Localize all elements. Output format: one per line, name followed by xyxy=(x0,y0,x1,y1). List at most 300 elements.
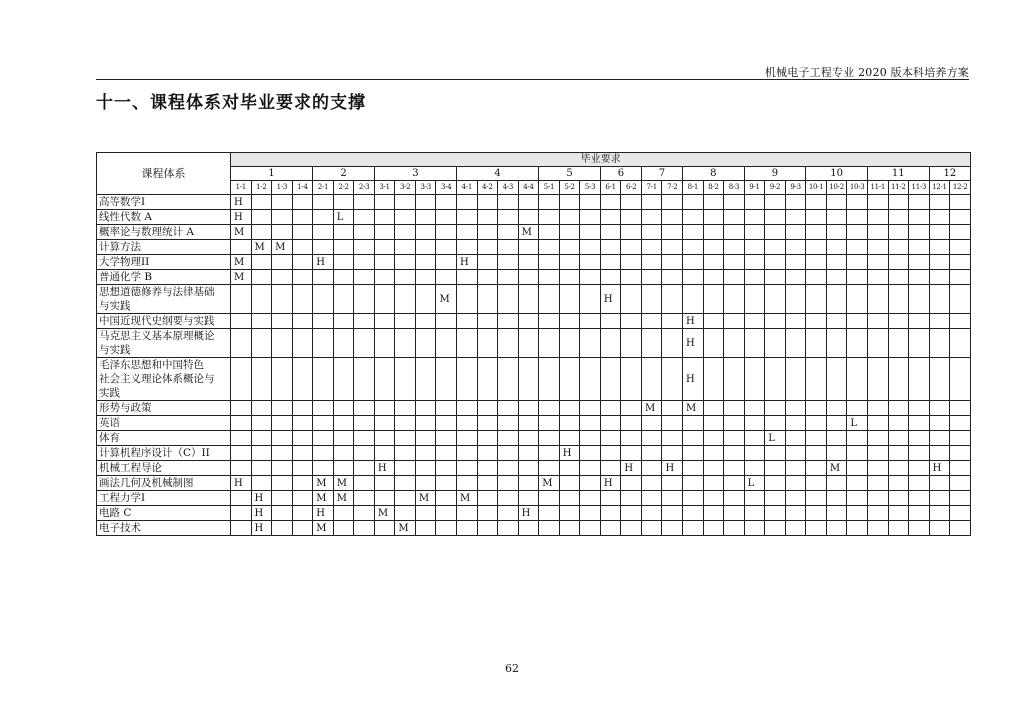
support-level-cell xyxy=(724,401,745,416)
support-level-cell xyxy=(847,314,868,329)
support-level-cell xyxy=(415,358,436,401)
support-level-cell xyxy=(909,446,930,461)
support-level-cell xyxy=(785,521,806,536)
support-level-cell xyxy=(826,270,847,285)
support-level-cell xyxy=(457,521,478,536)
support-level-cell xyxy=(498,476,519,491)
requirement-sub-header: 1-2 xyxy=(251,181,272,195)
support-level-cell xyxy=(744,314,765,329)
support-level-cell xyxy=(785,431,806,446)
support-level-cell xyxy=(765,416,786,431)
support-level-cell xyxy=(641,225,662,240)
support-level-cell xyxy=(518,240,539,255)
requirement-sub-header: 7-2 xyxy=(662,181,683,195)
support-level-cell xyxy=(518,285,539,314)
requirement-group-header: 10 xyxy=(806,167,868,181)
support-level-cell xyxy=(765,401,786,416)
support-level-cell xyxy=(436,431,457,446)
support-level-cell xyxy=(909,416,930,431)
support-level-cell xyxy=(724,195,745,210)
support-level-cell: H xyxy=(313,255,334,270)
support-level-cell xyxy=(909,225,930,240)
support-level-cell xyxy=(436,461,457,476)
requirement-sub-header: 3-3 xyxy=(415,181,436,195)
support-level-cell xyxy=(929,225,950,240)
support-level-cell: L xyxy=(765,431,786,446)
support-level-cell xyxy=(292,476,313,491)
support-level-cell xyxy=(559,270,580,285)
table-row xyxy=(97,270,971,285)
support-level-cell xyxy=(621,270,642,285)
support-level-cell xyxy=(662,285,683,314)
support-level-cell xyxy=(950,195,971,210)
support-level-cell xyxy=(909,476,930,491)
support-level-cell xyxy=(929,240,950,255)
support-level-cell xyxy=(272,446,293,461)
support-level-cell xyxy=(518,210,539,225)
support-level-cell xyxy=(395,285,416,314)
support-level-cell xyxy=(765,461,786,476)
support-level-cell: M xyxy=(272,240,293,255)
requirement-group-header: 5 xyxy=(539,167,601,181)
support-level-cell xyxy=(354,358,375,401)
support-level-cell xyxy=(621,314,642,329)
support-level-cell xyxy=(909,285,930,314)
support-level-cell xyxy=(272,225,293,240)
support-level-cell xyxy=(806,506,827,521)
support-level-cell xyxy=(888,270,909,285)
support-level-cell xyxy=(703,416,724,431)
support-level-cell xyxy=(950,358,971,401)
support-level-cell xyxy=(539,210,560,225)
table-row xyxy=(97,446,971,461)
support-level-cell xyxy=(395,240,416,255)
requirement-sub-header: 5-3 xyxy=(580,181,601,195)
support-level-cell xyxy=(539,285,560,314)
support-level-cell xyxy=(806,431,827,446)
support-level-cell xyxy=(826,446,847,461)
support-level-cell xyxy=(600,358,621,401)
support-level-cell xyxy=(415,240,436,255)
support-level-cell xyxy=(395,446,416,461)
support-level-cell xyxy=(333,270,354,285)
support-level-cell xyxy=(703,521,724,536)
support-level-cell xyxy=(539,225,560,240)
requirement-group-header: 9 xyxy=(744,167,806,181)
support-level-cell xyxy=(847,285,868,314)
support-level-cell xyxy=(888,195,909,210)
support-level-cell xyxy=(785,255,806,270)
support-level-cell xyxy=(867,431,888,446)
support-level-cell xyxy=(826,195,847,210)
support-level-cell xyxy=(477,314,498,329)
support-level-cell xyxy=(641,476,662,491)
support-level-cell xyxy=(703,210,724,225)
support-level-cell xyxy=(498,446,519,461)
support-level-cell xyxy=(251,431,272,446)
support-level-cell xyxy=(683,285,704,314)
support-level-cell xyxy=(313,240,334,255)
support-level-cell xyxy=(621,491,642,506)
support-level-cell xyxy=(251,358,272,401)
support-level-cell xyxy=(744,225,765,240)
support-level-cell xyxy=(641,506,662,521)
header-divider xyxy=(96,79,969,80)
support-level-cell xyxy=(621,240,642,255)
support-level-cell xyxy=(662,491,683,506)
support-level-cell: M xyxy=(231,255,252,270)
support-level-cell xyxy=(436,476,457,491)
support-level-cell xyxy=(950,431,971,446)
support-level-cell xyxy=(313,195,334,210)
support-level-cell xyxy=(867,446,888,461)
table-row xyxy=(97,521,971,536)
support-level-cell xyxy=(785,270,806,285)
support-level-cell xyxy=(950,416,971,431)
support-level-cell xyxy=(436,270,457,285)
support-level-cell: M xyxy=(518,225,539,240)
support-level-cell xyxy=(621,195,642,210)
requirement-sub-header: 3-2 xyxy=(395,181,416,195)
support-level-cell xyxy=(457,461,478,476)
support-level-cell xyxy=(950,521,971,536)
support-level-cell xyxy=(498,314,519,329)
support-level-cell xyxy=(333,314,354,329)
support-level-cell xyxy=(600,401,621,416)
support-level-cell xyxy=(744,240,765,255)
support-level-cell xyxy=(231,506,252,521)
support-level-cell xyxy=(826,329,847,358)
support-level-cell xyxy=(354,431,375,446)
support-level-cell xyxy=(826,416,847,431)
support-level-cell xyxy=(703,431,724,446)
support-level-cell xyxy=(374,210,395,225)
support-level-cell xyxy=(518,255,539,270)
support-level-cell: M xyxy=(457,491,478,506)
support-level-cell xyxy=(703,506,724,521)
support-level-cell xyxy=(518,431,539,446)
support-level-cell xyxy=(292,329,313,358)
support-level-cell xyxy=(847,210,868,225)
support-level-cell: M xyxy=(231,270,252,285)
support-level-cell xyxy=(744,506,765,521)
support-level-cell xyxy=(580,225,601,240)
support-level-cell xyxy=(950,506,971,521)
support-level-cell xyxy=(333,461,354,476)
support-level-cell xyxy=(395,506,416,521)
support-level-cell xyxy=(292,416,313,431)
support-level-cell xyxy=(498,358,519,401)
support-level-cell xyxy=(415,210,436,225)
support-level-cell xyxy=(374,255,395,270)
support-level-cell xyxy=(518,461,539,476)
support-level-cell xyxy=(539,270,560,285)
support-level-cell xyxy=(313,401,334,416)
support-level-cell xyxy=(888,461,909,476)
support-level-cell xyxy=(600,416,621,431)
support-level-cell xyxy=(621,210,642,225)
support-level-cell xyxy=(559,431,580,446)
support-level-cell xyxy=(929,521,950,536)
support-level-cell xyxy=(744,431,765,446)
support-level-cell xyxy=(929,195,950,210)
support-level-cell xyxy=(415,461,436,476)
support-level-cell xyxy=(313,358,334,401)
support-level-cell xyxy=(621,416,642,431)
support-level-cell: H xyxy=(600,285,621,314)
support-level-cell xyxy=(785,314,806,329)
requirement-sub-header: 12-1 xyxy=(929,181,950,195)
support-level-cell xyxy=(436,195,457,210)
support-level-cell xyxy=(621,401,642,416)
course-name-cell: 计算机程序设计（C）II xyxy=(97,446,231,461)
support-level-cell xyxy=(354,225,375,240)
support-level-cell xyxy=(518,314,539,329)
support-level-cell xyxy=(580,446,601,461)
support-level-cell xyxy=(867,195,888,210)
support-level-cell xyxy=(785,285,806,314)
support-level-cell xyxy=(662,240,683,255)
support-level-cell xyxy=(251,270,272,285)
support-level-cell xyxy=(867,255,888,270)
support-level-cell xyxy=(867,210,888,225)
support-level-cell xyxy=(826,506,847,521)
support-level-cell xyxy=(518,329,539,358)
support-level-cell xyxy=(272,210,293,225)
support-level-cell xyxy=(395,491,416,506)
support-level-cell xyxy=(662,255,683,270)
support-level-cell xyxy=(826,285,847,314)
support-level-cell xyxy=(231,401,252,416)
support-level-cell xyxy=(415,270,436,285)
support-level-cell xyxy=(374,476,395,491)
support-level-cell xyxy=(662,401,683,416)
support-level-cell xyxy=(395,195,416,210)
support-level-cell xyxy=(744,255,765,270)
support-level-cell xyxy=(333,255,354,270)
support-level-cell xyxy=(292,491,313,506)
support-level-cell xyxy=(662,329,683,358)
support-level-cell xyxy=(867,270,888,285)
support-level-cell xyxy=(950,329,971,358)
support-level-cell xyxy=(457,446,478,461)
support-level-cell xyxy=(272,416,293,431)
table-row xyxy=(97,225,971,240)
course-name-cell: 普通化学 B xyxy=(97,270,231,285)
support-level-cell xyxy=(641,491,662,506)
requirement-group-header: 4 xyxy=(457,167,539,181)
support-level-cell xyxy=(600,506,621,521)
requirement-sub-header: 6-2 xyxy=(621,181,642,195)
support-level-cell xyxy=(950,446,971,461)
support-level-cell xyxy=(580,416,601,431)
requirement-sub-header: 8-1 xyxy=(683,181,704,195)
requirement-sub-header: 11-2 xyxy=(888,181,909,195)
support-level-cell xyxy=(847,358,868,401)
support-level-cell: M xyxy=(395,521,416,536)
requirement-sub-header: 1-1 xyxy=(231,181,252,195)
support-level-cell xyxy=(498,521,519,536)
support-level-cell xyxy=(806,270,827,285)
support-level-cell xyxy=(806,285,827,314)
support-level-cell: H xyxy=(457,255,478,270)
support-level-cell xyxy=(847,491,868,506)
support-level-cell xyxy=(354,329,375,358)
support-level-cell xyxy=(395,210,416,225)
support-level-cell xyxy=(354,446,375,461)
support-level-cell xyxy=(477,461,498,476)
support-level-cell xyxy=(415,521,436,536)
support-level-cell xyxy=(580,401,601,416)
support-level-cell xyxy=(251,255,272,270)
support-level-cell xyxy=(683,240,704,255)
support-level-cell xyxy=(457,195,478,210)
support-level-cell xyxy=(231,521,252,536)
support-level-cell xyxy=(477,358,498,401)
support-level-cell xyxy=(539,314,560,329)
support-level-cell: M xyxy=(415,491,436,506)
requirement-sub-header: 5-1 xyxy=(539,181,560,195)
support-level-cell xyxy=(415,446,436,461)
support-level-cell xyxy=(251,446,272,461)
support-level-cell xyxy=(498,240,519,255)
support-level-cell xyxy=(539,416,560,431)
support-level-cell xyxy=(806,195,827,210)
support-level-cell xyxy=(333,431,354,446)
requirement-sub-header: 9-1 xyxy=(744,181,765,195)
support-level-cell xyxy=(909,401,930,416)
requirement-group-header: 1 xyxy=(231,167,313,181)
support-level-cell xyxy=(847,506,868,521)
support-level-cell xyxy=(457,314,478,329)
support-level-cell xyxy=(765,314,786,329)
support-level-cell xyxy=(313,431,334,446)
support-level-cell xyxy=(580,255,601,270)
support-level-cell xyxy=(867,521,888,536)
support-level-cell xyxy=(231,314,252,329)
support-level-cell xyxy=(518,358,539,401)
support-level-cell xyxy=(806,491,827,506)
support-level-cell xyxy=(765,240,786,255)
support-level-cell xyxy=(333,240,354,255)
support-level-cell xyxy=(292,285,313,314)
support-level-cell xyxy=(374,270,395,285)
support-level-cell xyxy=(272,195,293,210)
support-level-cell xyxy=(950,491,971,506)
support-level-cell xyxy=(292,225,313,240)
support-level-cell xyxy=(785,491,806,506)
support-level-cell xyxy=(477,476,498,491)
support-level-cell xyxy=(641,210,662,225)
support-level-cell xyxy=(477,401,498,416)
support-level-cell xyxy=(950,225,971,240)
support-level-cell xyxy=(354,416,375,431)
course-name-cell: 英语 xyxy=(97,416,231,431)
support-level-cell xyxy=(662,225,683,240)
support-level-cell xyxy=(559,476,580,491)
support-level-cell xyxy=(847,476,868,491)
support-level-cell xyxy=(909,358,930,401)
support-level-cell xyxy=(826,314,847,329)
support-level-cell xyxy=(559,255,580,270)
document-header-title: 机械电子工程专业 2020 版本科培养方案 xyxy=(764,66,969,79)
support-level-cell xyxy=(641,314,662,329)
support-level-cell xyxy=(683,255,704,270)
support-level-cell xyxy=(703,446,724,461)
support-level-cell xyxy=(395,314,416,329)
support-level-cell xyxy=(724,240,745,255)
support-level-cell xyxy=(457,329,478,358)
support-level-cell xyxy=(518,416,539,431)
support-level-cell xyxy=(292,270,313,285)
support-level-cell xyxy=(888,255,909,270)
support-level-cell xyxy=(785,416,806,431)
support-level-cell xyxy=(826,476,847,491)
support-level-cell xyxy=(929,491,950,506)
support-level-cell xyxy=(744,521,765,536)
support-level-cell xyxy=(231,240,252,255)
table-row xyxy=(97,210,971,225)
support-level-cell xyxy=(231,446,252,461)
support-level-cell xyxy=(806,446,827,461)
support-level-cell xyxy=(703,461,724,476)
support-level-cell xyxy=(683,461,704,476)
support-level-cell xyxy=(580,358,601,401)
support-level-cell xyxy=(292,431,313,446)
support-level-cell xyxy=(539,506,560,521)
support-level-cell xyxy=(867,240,888,255)
support-level-cell xyxy=(559,225,580,240)
support-level-cell xyxy=(374,446,395,461)
support-level-cell xyxy=(662,476,683,491)
support-level-cell xyxy=(477,521,498,536)
support-level-cell xyxy=(662,314,683,329)
support-level-cell xyxy=(744,461,765,476)
support-level-cell: H xyxy=(231,476,252,491)
support-level-cell xyxy=(313,210,334,225)
requirements-header: 毕业要求 xyxy=(231,153,971,167)
table-row xyxy=(97,285,971,314)
support-level-cell xyxy=(231,358,252,401)
support-level-cell xyxy=(765,329,786,358)
support-level-cell xyxy=(272,329,293,358)
support-level-cell xyxy=(457,476,478,491)
support-level-cell xyxy=(724,431,745,446)
support-level-cell xyxy=(847,521,868,536)
support-level-cell xyxy=(559,491,580,506)
support-level-cell xyxy=(744,446,765,461)
support-level-cell xyxy=(621,506,642,521)
support-level-cell xyxy=(765,491,786,506)
course-name-cell: 思想道德修养与法律基础 与实践 xyxy=(97,285,231,314)
support-level-cell xyxy=(354,476,375,491)
support-level-cell xyxy=(436,329,457,358)
support-level-cell xyxy=(888,506,909,521)
support-level-cell xyxy=(600,240,621,255)
support-level-cell xyxy=(333,416,354,431)
support-level-cell xyxy=(806,461,827,476)
table-row xyxy=(97,195,971,210)
support-level-cell xyxy=(950,285,971,314)
support-level-cell xyxy=(231,461,252,476)
support-level-cell xyxy=(867,416,888,431)
support-level-cell xyxy=(477,285,498,314)
support-level-cell xyxy=(436,506,457,521)
support-level-cell xyxy=(929,506,950,521)
support-level-cell xyxy=(436,401,457,416)
support-level-cell xyxy=(518,270,539,285)
support-level-cell xyxy=(847,446,868,461)
